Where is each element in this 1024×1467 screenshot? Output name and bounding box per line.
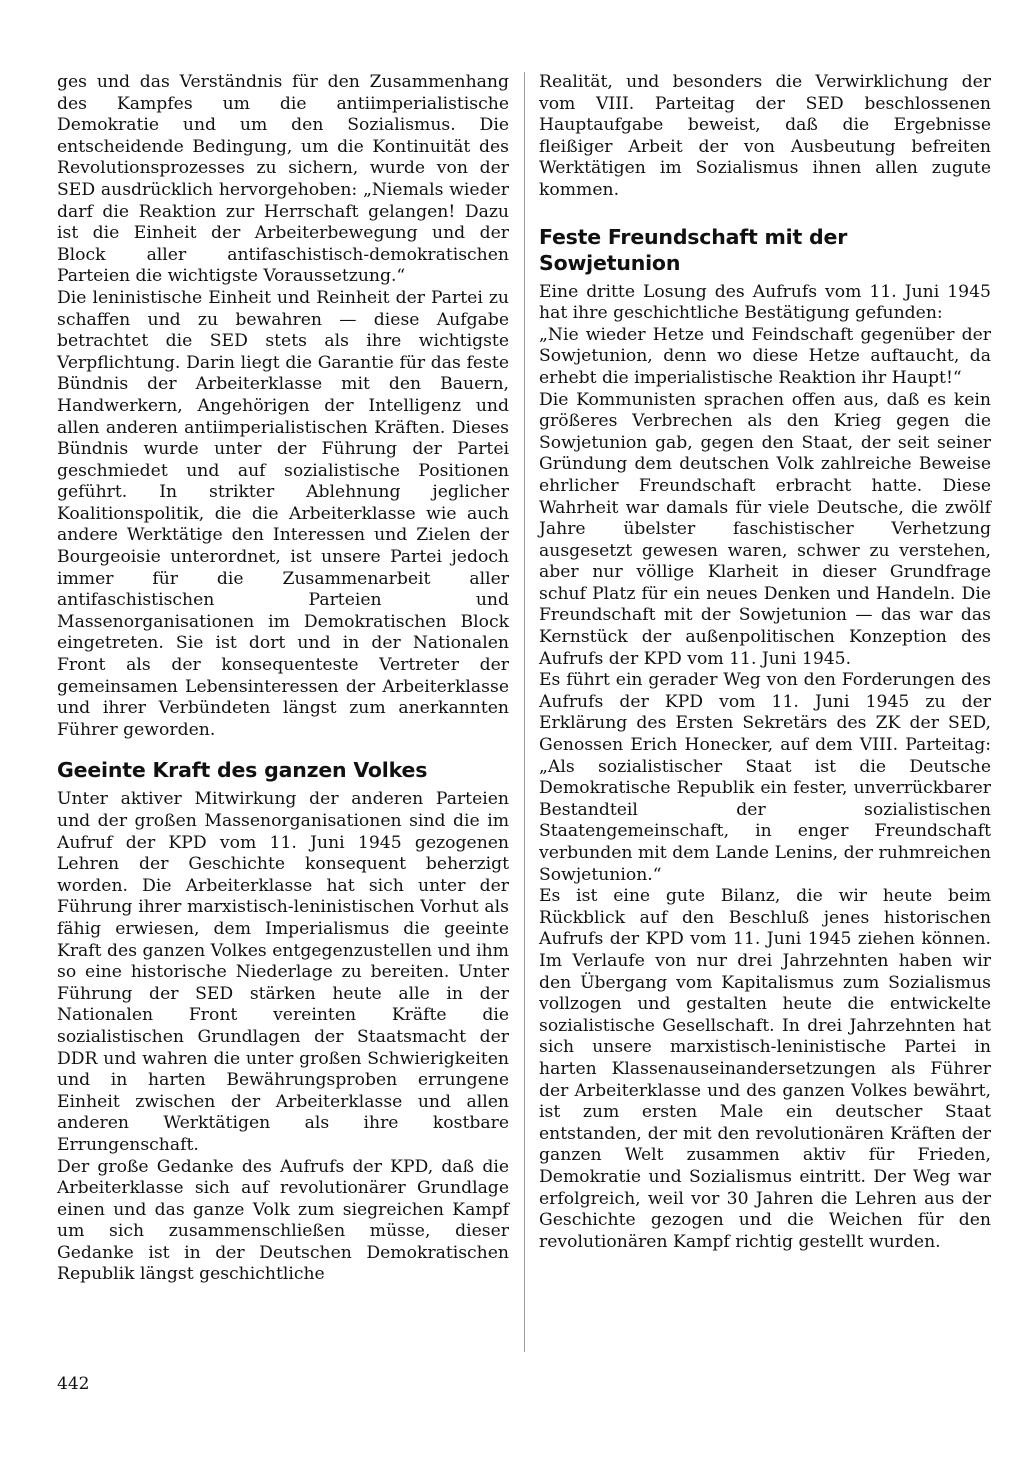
left-paragraph-1: ges und das Verständnis für den Zusammenhang des Kampfes um die antiimperialistische Demokratie und um den Sozialismus. Die entscheidende Bedingung, um die Kontinuität des Revolutionsprozesses zu sichern, wurde von der SED ausdrücklich hervorgehoben: „Niemals wieder darf die Reaktion zur Herrschaft gelangen! Dazu ist die Einheit der Arbeiterbewegung und der Block aller antifaschistisch-demokratischen Parteien die wichtigste Voraussetzung.“ <box>57 72 509 287</box>
right-paragraph-2: Eine dritte Losung des Aufrufs vom 11. Juni 1945 hat ihre geschichtliche Bestätigung gefunden: <box>539 281 991 324</box>
left-paragraph-2: Die leninistische Einheit und Reinheit der Partei zu schaffen und zu bewahren — diese Aufgabe betrachtet die SED stets als ihre wichtigste Verpflichtung. Darin liegt die Garantie für das feste Bündnis der Arbeiterklasse mit den Bauern, Handwerkern, Angehörigen der Intelligenz und allen anderen antiimperialistischen Kräften. Dieses Bündnis wurde unter der Führung der Partei geschmiedet und auf sozialistische Positionen geführt. In strikter Ablehnung jeglicher Koalitionspolitik, die die Arbeiterklasse wie auch andere Werktätige den Interessen und Zielen der Bourgeoisie unterordnet, ist unsere Partei jedoch immer für die Zusammenarbeit aller antifaschistischen Parteien und Massenorganisationen im Demokratischen Block eingetreten. Sie ist dort und in der Nationalen Front als der konsequenteste Vertreter der gemeinsamen Lebensinteressen der Arbeiterklasse und ihrer Verbündeten längst zum anerkannten Führer geworden. <box>57 287 509 740</box>
column-divider <box>524 72 525 1352</box>
right-quote: „Nie wieder Hetze und Feindschaft gegenüber der Sowjetunion, denn wo diese Hetze auftaucht, da erhebt die imperialistische Reaktion ihr Haupt!“ <box>539 324 991 388</box>
left-column <box>57 72 509 1286</box>
section-heading-geeinte-kraft: Geeinte Kraft des ganzen Volkes <box>57 758 428 783</box>
left-paragraph-4: Der große Gedanke des Aufrufs der KPD, daß die Arbeiterklasse sich auf revolutionärer Grundlage einen und das ganze Volk zum siegreichen Kampf um sich zusammenschließen müsse, dieser Gedanke ist in der Deutschen Demokratischen Republik längst geschichtliche <box>57 1156 509 1285</box>
left-paragraph-3: Unter aktiver Mitwirkung der anderen Parteien und der großen Massenorganisationen sind die im Aufruf der KPD vom 11. Juni 1945 gezogenen Lehren der Geschichte konsequent beherzigt worden. Die Arbeiterklasse hat sich unter der Führung ihrer marxistisch-leninistischen Vorhut als fähig erwiesen, dem Imperialismus die geeinte Kraft des ganzen Volkes entgegenzustellen und ihm so eine historische Niederlage zu bereiten. Unter Führung der SED stärken heute alle in der Nationalen Front vereinten Kräfte die sozialistischen Grundlagen der Staatsmacht der DDR und wahren die unter großen Schwierigkeiten und in harten Bewährungsproben errungene Einheit zwischen der Arbeiterklasse und allen anderen Werktätigen als ihre kostbare Errungenschaft. <box>57 789 509 1155</box>
right-paragraph-4: Es führt ein gerader Weg von den Forderungen des Aufrufs der KPD vom 11. Juni 1945 zu der Erklärung des Ersten Sekretärs des ZK der SED, Genossen Erich Honecker, auf dem VIII. Parteitag: „Als sozialistischer Staat ist die Deutsche Demokratische Republik ein fester, unverrückbarer Bestandteil der sozialistischen Staatengemeinschaft, in enger Freundschaft verbunden mit dem Lande Lenins, der ruhmreichen Sowjetunion.“ <box>539 670 991 885</box>
page-number: 442 <box>57 1374 90 1394</box>
right-paragraph-1: Realität, und besonders die Verwirklichung der vom VIII. Parteitag der SED beschlossenen Hauptaufgabe beweist, daß die Ergebnisse fleißiger Arbeit der von Ausbeutung befreiten Werktätigen im Sozialismus ihnen allen zugute kommen. <box>539 72 991 200</box>
right-paragraph-3: Die Kommunisten sprachen offen aus, daß es kein größeres Verbrechen als den Krieg gegen die Sowjetunion gab, gegen den Staat, der seit seiner Gründung dem deutschen Volk zahlreiche Beweise ehrlicher Freundschaft erbracht hatte. Diese Wahrheit war damals für viele Deutsche, die zwölf Jahre übelster faschistischer Verhetzung ausgesetzt gewesen waren, schwer zu verstehen, aber nur völlige Klarheit in dieser Grundfrage schuf Platz für ein neues Denken und Handeln. Die Freundschaft mit der Sowjetunion — das war das Kernstück der außenpolitischen Konzeption des Aufrufs der KPD vom 11. Juni 1945. <box>539 389 991 669</box>
right-column <box>539 72 991 1253</box>
section-heading-feste-freundschaft: Feste Freundschaft mit der Sowjetunion <box>539 224 848 275</box>
right-paragraph-5: Es ist eine gute Bilanz, die wir heute beim Rückblick auf den Beschluß jenes historischen Aufrufs der KPD vom 11. Juni 1945 ziehen können. Im Verlaufe von nur drei Jahrzehnten haben wir den Übergang vom Kapitalismus zum Sozialismus vollzogen und gestalten heute die entwickelte sozialistische Gesellschaft. In drei Jahrzehnten hat sich unsere marxistisch-leninistische Partei in harten Klassenauseinandersetzungen als Führer der Arbeiterklasse und des ganzen Volkes bewährt, ist zum ersten Male ein deutscher Staat entstanden, der mit den revolutionären Kräften der ganzen Welt zusammen aktiv für Frieden, Demokratie und Sozialismus eintritt. Der Weg war erfolgreich, weil vor 30 Jahren die Lehren aus der Geschichte gezogen und die Weichen für den revolutionären Kampf richtig gestellt wurden. <box>539 886 991 1252</box>
